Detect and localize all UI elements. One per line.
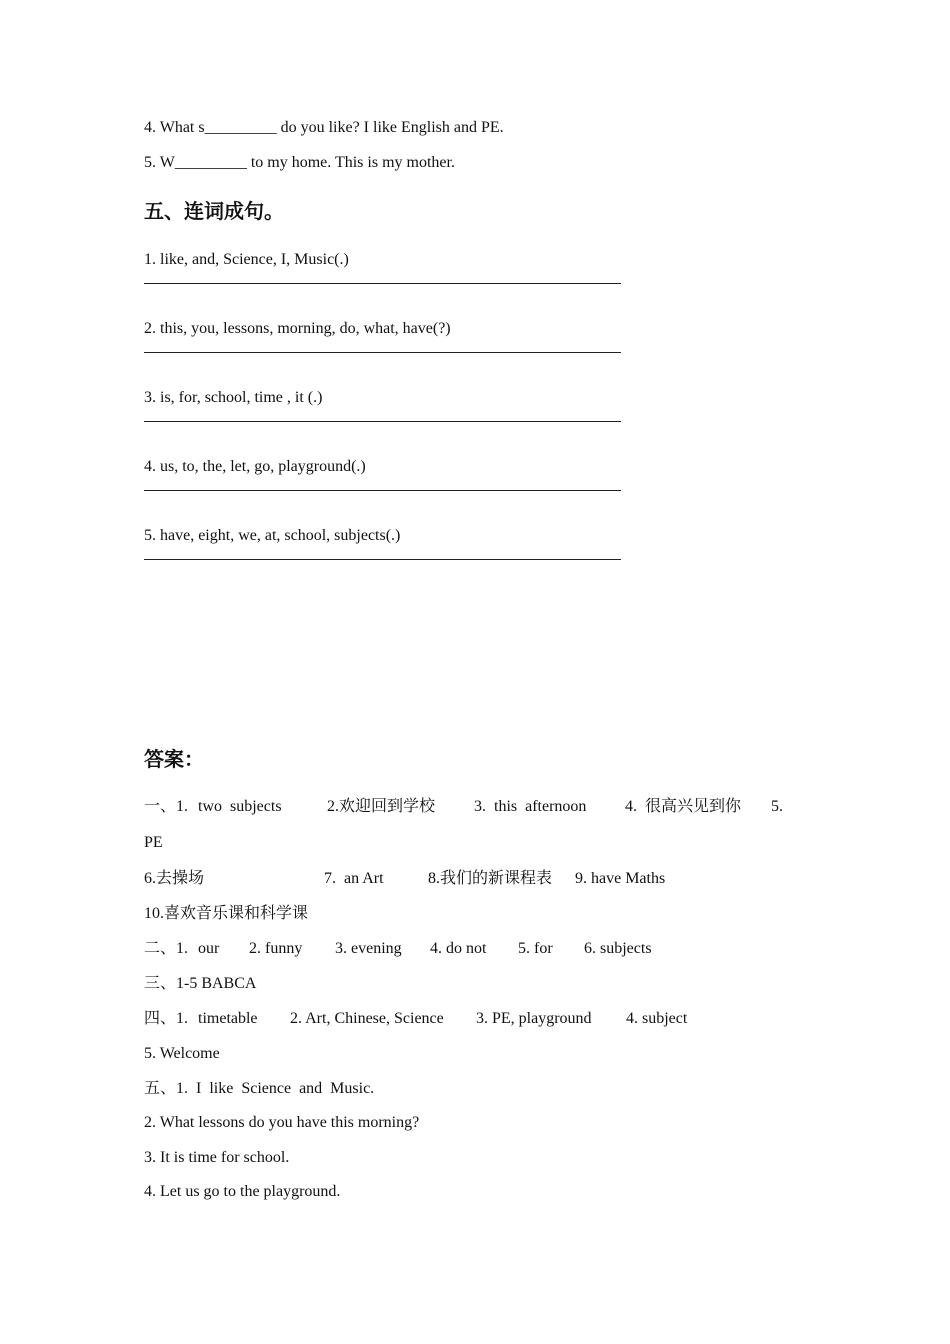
answer-2-1: our (198, 940, 220, 957)
answer-1-9: 9. have Maths (575, 870, 666, 887)
answer-1-5: PE (144, 834, 163, 851)
answer-2-6: 6. subjects (584, 940, 652, 957)
answer-4-1: timetable (198, 1010, 258, 1027)
answer-4-5: 5. Welcome (144, 1045, 220, 1062)
fill-in-question-5: 5. W_________ to my home. This is my mother. (144, 154, 455, 171)
answer-3: 三、1-5 BABCA (144, 975, 257, 992)
section-5-item-2: 2. this, you, lessons, morning, do, what, have(?) (144, 320, 451, 337)
answer-4-label: 四、1. (144, 1010, 189, 1027)
answer-1-1: two subjects (198, 798, 282, 815)
answer-2-label: 二、1. (144, 940, 189, 957)
answer-1-4: 4. 很高兴见到你 (625, 798, 742, 815)
answer-5-4: 4. Let us go to the playground. (144, 1183, 341, 1200)
answer-4-2: 2. Art, Chinese, Science (290, 1010, 444, 1027)
answer-1-8: 8.我们的新课程表 (428, 870, 553, 887)
answer-2-3: 3. evening (335, 940, 402, 957)
section-5-heading: 五、连词成句。 (144, 199, 284, 223)
answer-line-1 (144, 283, 621, 284)
answer-2-4: 4. do not (430, 940, 487, 957)
section-5-item-1: 1. like, and, Science, I, Music(.) (144, 251, 349, 268)
answer-1-10: 10.喜欢音乐课和科学课 (144, 905, 309, 922)
fill-in-question-4: 4. What s_________ do you like? I like English and PE. (144, 119, 504, 136)
answer-2-2: 2. funny (249, 940, 303, 957)
answer-line-5 (144, 559, 621, 560)
answer-1-2: 2.欢迎回到学校 (327, 798, 436, 815)
answer-1-7: 7. an Art (324, 870, 384, 887)
answers-heading: 答案： (144, 747, 204, 771)
section-5-item-3: 3. is, for, school, time , it (.) (144, 389, 323, 406)
answer-line-3 (144, 421, 621, 422)
section-5-item-5: 5. have, eight, we, at, school, subjects(.) (144, 527, 401, 544)
answer-1-6: 6.去操场 (144, 870, 205, 887)
answer-line-4 (144, 490, 621, 491)
answer-1-3: 3. this afternoon (474, 798, 587, 815)
answer-4-3: 3. PE, playground (476, 1010, 592, 1027)
answer-5-2: 2. What lessons do you have this morning? (144, 1114, 420, 1131)
answer-1-5-number: 5. (771, 798, 783, 815)
answer-1-label: 一、1. (144, 798, 189, 815)
section-5-item-4: 4. us, to, the, let, go, playground(.) (144, 458, 366, 475)
answer-5-3: 3. It is time for school. (144, 1149, 290, 1166)
answer-5-1: 五、1. I like Science and Music. (144, 1080, 375, 1097)
answer-4-4: 4. subject (626, 1010, 688, 1027)
answer-2-5: 5. for (518, 940, 553, 957)
answer-line-2 (144, 352, 621, 353)
